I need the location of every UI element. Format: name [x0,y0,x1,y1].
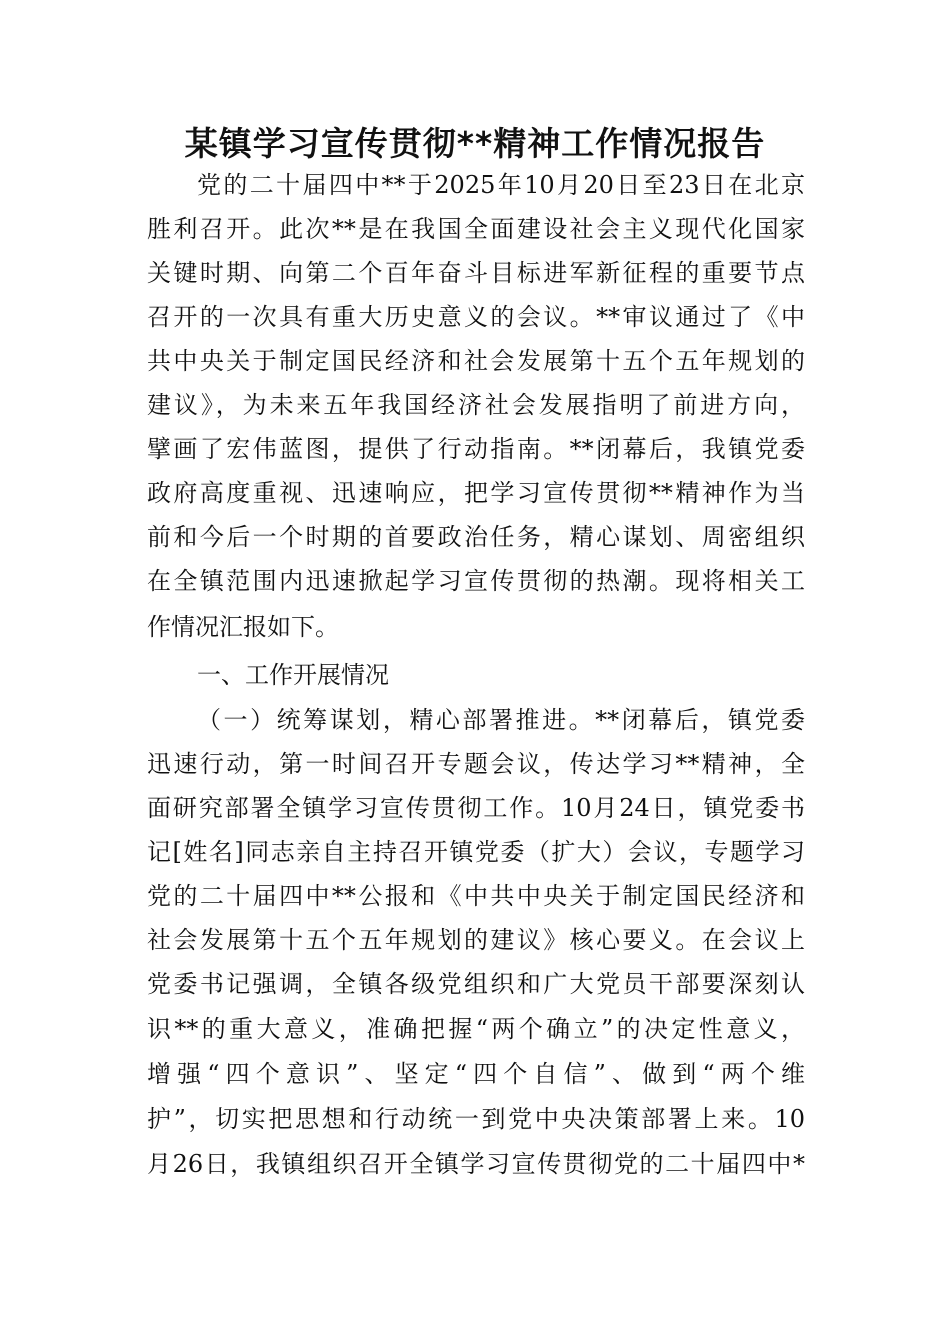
paragraph-line: 共中央关于制定国民经济和社会发展第十五个五年规划的 [147,347,805,375]
paragraph-line: 党的二十届四中**公报和《中共中央关于制定国民经济和 [147,882,805,910]
paragraph-line: 迅速行动，第一时间召开专题会议，传达学习**精神，全 [147,750,805,778]
paragraph-line: 社会发展第十五个五年规划的建议》核心要义。在会议上 [147,926,805,954]
paragraph-line: 在全镇范围内迅速掀起学习宣传贯彻的热潮。现将相关工 [147,567,805,595]
paragraph-line: 月26日，我镇组织召开全镇学习宣传贯彻党的二十届四中* [147,1150,805,1178]
paragraph-line: 前和今后一个时期的首要政治任务，精心谋划、周密组织 [147,523,805,551]
document-title: 某镇学习宣传贯彻**精神工作情况报告 [184,124,766,163]
paragraph-line: 记[姓名]同志亲自主持召开镇党委（扩大）会议，专题学习 [147,838,805,866]
paragraph-line: 擘画了宏伟蓝图，提供了行动指南。**闭幕后，我镇党委 [147,435,805,463]
paragraph-line: 关键时期、向第二个百年奋斗目标进军新征程的重要节点 [147,259,805,287]
paragraph-line: 召开的一次具有重大历史意义的会议。**审议通过了《中 [147,303,805,331]
paragraph-line: 增强“四个意识”、坚定“四个自信”、做到“两个维 [147,1060,805,1088]
paragraph-line: 胜利召开。此次**是在我国全面建设社会主义现代化国家 [147,215,805,243]
paragraph-line: 护”，切实把思想和行动统一到党中央决策部署上来。10 [147,1105,805,1133]
section-heading: 一、工作开展情况 [197,661,389,689]
paragraph-line: 作情况汇报如下。 [147,613,339,641]
paragraph-line: （一）统筹谋划，精心部署推进。**闭幕后，镇党委 [197,706,805,734]
paragraph-line: 建议》，为未来五年我国经济社会发展指明了前进方向， [147,391,805,419]
paragraph-line: 政府高度重视、迅速响应，把学习宣传贯彻**精神作为当 [147,479,805,507]
paragraph-line: 党委书记强调，全镇各级党组织和广大党员干部要深刻认 [147,970,805,998]
paragraph-line: 党的二十届四中**于2025年10月20日至23日在北京 [197,171,805,199]
paragraph-line: 识**的重大意义，准确把握“两个确立”的决定性意义， [147,1015,805,1043]
paragraph-line: 面研究部署全镇学习宣传贯彻工作。10月24日，镇党委书 [147,794,805,822]
